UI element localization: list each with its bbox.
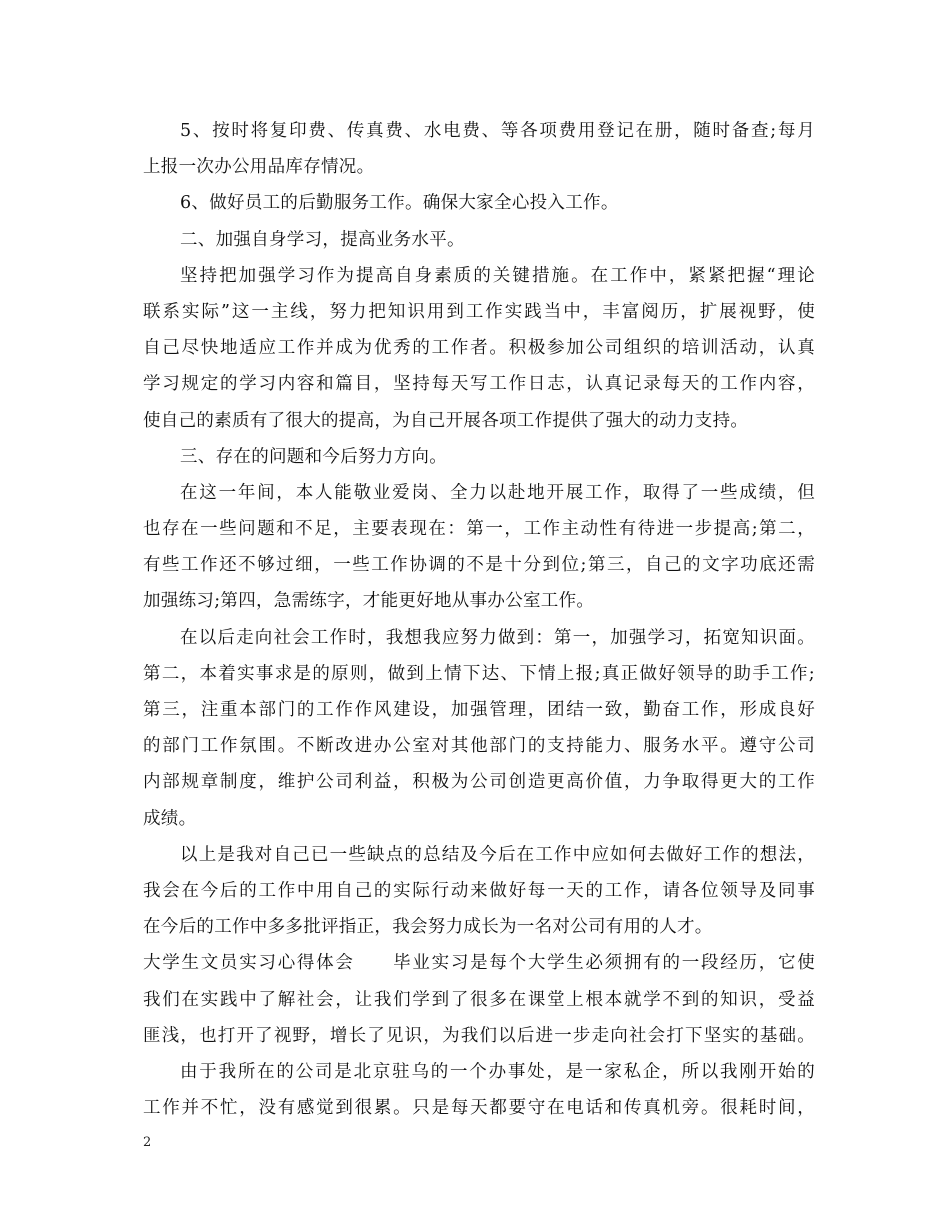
text-line: 自己尽快地适应工作并成为优秀的工作者。积极参加公司组织的培训活动，认真 xyxy=(143,338,815,359)
section-heading: 二、加强自身学习，提高业务水平。 xyxy=(180,229,465,250)
text-line: 6、做好员工的后勤服务工作。确保大家全心投入工作。 xyxy=(180,193,619,214)
text-line: 学习规定的学习内容和篇目，坚持每天写工作日志，认真记录每天的工作内容， xyxy=(143,374,815,395)
text-line: 大学生文员实习心得体会 毕业实习是每个大学生必须拥有的一段经历，它使 xyxy=(143,953,815,974)
text-line: 的部门工作氛围。不断改进办公室对其他部门的支持能力、服务水平。遵守公司 xyxy=(143,736,815,757)
text-line: 5、按时将复印费、传真费、水电费、等各项费用登记在册，随时备查;每月 xyxy=(180,121,815,141)
text-line: 也存在一些问题和不足，主要表现在：第一，工作主动性有待进一步提高;第二， xyxy=(143,519,815,540)
text-line: 工作并不忙，没有感觉到很累。只是每天都要守在电话和传真机旁。很耗时间， xyxy=(143,1098,815,1119)
text-line: 在这一年间，本人能敬业爱岗、全力以赴地开展工作，取得了一些成绩，但 xyxy=(180,482,815,503)
text-line: 加强练习;第四，急需练字，才能更好地从事办公室工作。 xyxy=(143,591,595,612)
text-line: 在以后走向社会工作时，我想我应努力做到：第一，加强学习，拓宽知识面。 xyxy=(180,627,815,648)
text-line: 坚持把加强学习作为提高自身素质的关键措施。在工作中，紧紧把握“理论 xyxy=(180,265,815,286)
text-line: 第二，本着实事求是的原则，做到上情下达、下情上报;真正做好领导的助手工作; xyxy=(143,663,815,684)
text-line: 内部规章制度，维护公司利益，积极为公司创造更高价值，力争取得更大的工作 xyxy=(143,772,815,793)
text-line: 联系实际”这一主线，努力把知识用到工作实践当中，丰富阅历，扩展视野，使 xyxy=(143,301,815,322)
text-line: 匪浅，也打开了视野，增长了见识，为我们以后进一步走向社会打下坚实的基础。 xyxy=(143,1025,815,1046)
document-body xyxy=(143,113,815,1126)
page-number: 2 xyxy=(143,1135,152,1150)
section-heading: 三、存在的问题和今后努力方向。 xyxy=(180,446,447,467)
text-line: 有些工作还不够过细，一些工作协调的不是十分到位;第三，自己的文字功底还需 xyxy=(143,555,815,576)
text-line: 上报一次办公用品库存情况。 xyxy=(143,157,375,178)
text-line: 我们在实践中了解社会，让我们学到了很多在课堂上根本就学不到的知识，受益 xyxy=(143,989,815,1010)
text-line: 以上是我对自己已一些缺点的总结及今后在工作中应如何去做好工作的想法， xyxy=(180,844,815,865)
text-line: 成绩。 xyxy=(143,808,197,829)
text-line: 我会在今后的工作中用自己的实际行动来做好每一天的工作，请各位领导及同事 xyxy=(143,880,815,901)
text-line: 在今后的工作中多多批评指正，我会努力成长为一名对公司有用的人才。 xyxy=(143,917,713,938)
text-line: 使自己的素质有了很大的提高，为自己开展各项工作提供了强大的动力支持。 xyxy=(143,410,749,431)
text-line: 第三，注重本部门的工作作风建设，加强管理，团结一致，勤奋工作，形成良好 xyxy=(143,700,815,720)
text-line: 由于我所在的公司是北京驻乌的一个办事处，是一家私企，所以我刚开始的 xyxy=(180,1061,815,1082)
